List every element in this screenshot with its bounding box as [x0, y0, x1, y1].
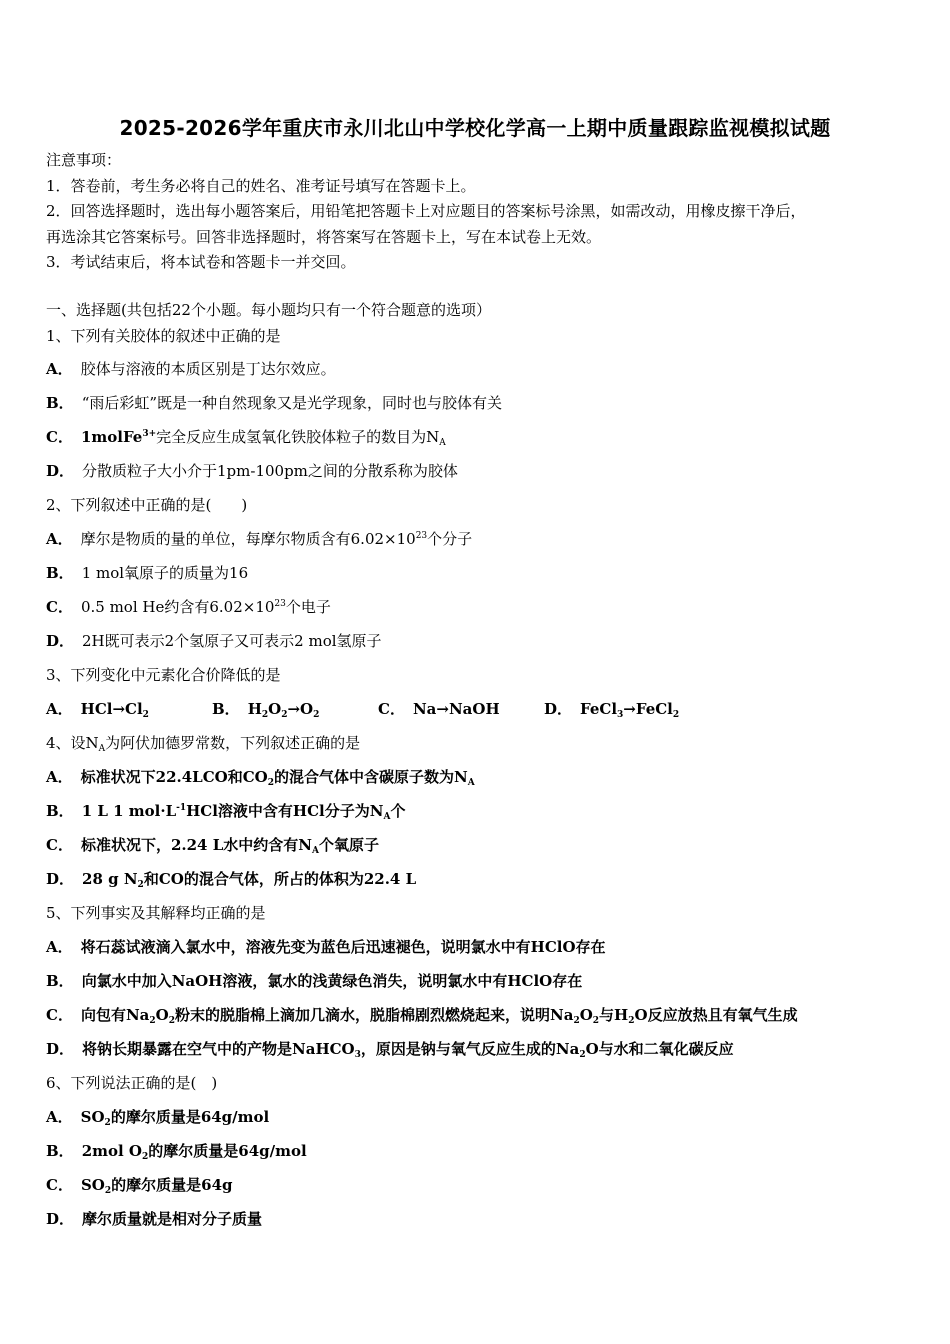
- question-stem: 6、下列说法正确的是( ): [46, 1074, 218, 1092]
- option-b: [46, 971, 582, 991]
- notice-heading: 注意事项：: [46, 151, 122, 169]
- option-text: 1 mol氧原子的质量为16: [81, 564, 249, 582]
- option-c: [46, 597, 331, 617]
- option-text: 分散质粒子大小介于1pm-100pm之间的分散系称为胶体: [82, 462, 458, 480]
- subscript: 2: [313, 710, 320, 720]
- option-text: 的摩尔质量是64g/mol: [110, 1108, 270, 1126]
- superscript: 23: [274, 599, 286, 609]
- option-text: 的混合气体中含碳原子数为N: [274, 768, 468, 786]
- option-c: [46, 427, 446, 447]
- option-label: A．: [46, 700, 73, 718]
- option-label: B．: [46, 972, 74, 990]
- option-text: 0.5 mol He约含有6.02×10: [80, 598, 275, 616]
- question-stem: 2、下列叙述中正确的是( ): [46, 496, 248, 514]
- option-text: 个电子: [285, 598, 331, 616]
- option-text: HCl→Cl: [80, 700, 143, 718]
- option-text: 标准状况下22.4LCO和CO: [80, 768, 268, 786]
- stem-text: 为阿伏加德罗常数，下列叙述正确的是: [105, 734, 361, 752]
- option-text: O: [579, 1006, 593, 1024]
- option-label: B．: [46, 1142, 74, 1160]
- option-label: C．: [46, 836, 73, 854]
- option-label: C．: [46, 1006, 73, 1024]
- option-text: →O: [287, 700, 314, 718]
- option-a: [46, 767, 475, 787]
- subscript: A: [439, 438, 446, 448]
- option-b: [46, 563, 248, 583]
- section-heading: 一、选择题(共包括22个小题。每小题均只有一个符合题意的选项）: [46, 301, 491, 319]
- notice-item: 再选涂其它答案标号。回答非选择题时，将答案写在答题卡上，写在本试卷上无效。: [46, 228, 602, 246]
- option-text: 摩尔是物质的量的单位，每摩尔物质含有6.02×10: [80, 530, 416, 548]
- option-text: SO: [80, 1176, 105, 1194]
- option-text: 将钠长期暴露在空气中的产物是NaHCO: [82, 1040, 355, 1058]
- option-label: B．: [212, 700, 240, 718]
- option-b: [212, 699, 378, 719]
- option-text: 向包有Na: [80, 1006, 150, 1024]
- option-label: C．: [46, 1176, 73, 1194]
- option-text: 完全反应生成氢氧化铁胶体粒子的数目为N: [156, 428, 440, 446]
- option-c: [378, 699, 544, 719]
- notice-item: 3．考试结束后，将本试卷和答题卡一并交回。: [46, 253, 356, 271]
- subscript: 2: [261, 710, 269, 720]
- option-text: ，原因是钠与氧气反应生成的Na: [360, 1040, 580, 1058]
- subscript: A: [98, 744, 106, 754]
- option-label: A．: [46, 530, 73, 548]
- option-label: A．: [46, 938, 73, 956]
- option-d: [544, 699, 710, 719]
- option-text: 个: [390, 802, 406, 820]
- subscript: 2: [104, 1186, 112, 1196]
- option-c: [46, 835, 379, 855]
- option-text: 2mol O: [81, 1142, 142, 1160]
- option-label: D．: [46, 1210, 75, 1228]
- option-text: SO: [80, 1108, 105, 1126]
- option-label: D．: [46, 632, 75, 650]
- option-text: 28 g N: [82, 870, 138, 888]
- option-text: 和CO的混合气体，所占的体积为22.4 L: [143, 870, 417, 888]
- option-d: [46, 1039, 734, 1059]
- subscript: 2: [579, 1050, 586, 1060]
- option-text: HCl溶液中含有HCl分子为N: [186, 802, 384, 820]
- option-text: O反应放热且有氧气生成: [634, 1006, 798, 1024]
- option-d: [46, 461, 458, 481]
- subscript: A: [467, 778, 475, 788]
- subscript: 2: [592, 1016, 600, 1026]
- option-text: H: [247, 700, 262, 718]
- subscript: 2: [168, 1016, 175, 1026]
- option-text: 1molFe: [80, 428, 143, 446]
- subscript: A: [383, 812, 391, 822]
- subscript: 2: [142, 710, 149, 720]
- option-text: 个分子: [427, 530, 473, 548]
- option-b: [46, 1141, 307, 1161]
- option-text: FeCl: [580, 700, 618, 718]
- option-a: [46, 359, 336, 379]
- option-text: 粉末的脱脂棉上滴加几滴水，脱脂棉剧烈燃烧起来，说明Na: [175, 1006, 574, 1024]
- option-label: B．: [46, 564, 74, 582]
- option-label: A．: [46, 1108, 73, 1126]
- option-label: C．: [46, 428, 73, 446]
- option-text: O与水和二氧化碳反应: [585, 1040, 734, 1058]
- option-label: D．: [46, 1040, 75, 1058]
- option-label: B．: [46, 394, 74, 412]
- option-a: [46, 529, 472, 549]
- question-stem: 3、下列变化中元素化合价降低的是: [46, 666, 281, 684]
- option-a: [46, 937, 606, 957]
- option-label: D．: [46, 870, 75, 888]
- subscript: 2: [267, 778, 274, 788]
- option-c: [46, 1005, 798, 1025]
- notice-item: 1．答卷前，考生务必将自己的姓名、准考证号填写在答题卡上。: [46, 177, 476, 195]
- option-label: B．: [46, 802, 74, 820]
- question-stem: 1、下列有关胶体的叙述中正确的是: [46, 327, 281, 345]
- subscript: 3: [617, 710, 624, 720]
- page-title: 2025-2026学年重庆市永川北山中学校化学高一上期中质量跟踪监视模拟试题: [119, 116, 831, 140]
- option-a: [46, 1107, 269, 1127]
- option-label: C．: [378, 700, 405, 718]
- subscript: 3: [354, 1050, 361, 1060]
- option-text: 的摩尔质量是64g/mol: [148, 1142, 307, 1160]
- option-c: [46, 1175, 233, 1195]
- subscript: 2: [672, 710, 680, 720]
- option-label: C．: [46, 598, 73, 616]
- option-text: “雨后彩虹”既是一种自然现象又是光学现象，同时也与胶体有关: [81, 394, 503, 412]
- option-text: →FeCl: [623, 700, 673, 718]
- option-text: 将石蕊试液滴入氯水中，溶液先变为蓝色后迅速褪色，说明氯水中有HClO存在: [80, 938, 606, 956]
- option-text: 与H: [599, 1006, 629, 1024]
- option-d: [46, 869, 416, 889]
- option-text: 的摩尔质量是64g: [111, 1176, 233, 1194]
- subscript: 2: [142, 1152, 149, 1162]
- option-text: 1 L 1 mol·L: [81, 802, 177, 820]
- option-d: [46, 631, 382, 651]
- option-b: [46, 801, 405, 821]
- option-text: 标准状况下，2.24 L水中约含有N: [80, 836, 312, 854]
- option-text: O: [268, 700, 282, 718]
- option-label: D．: [544, 700, 573, 718]
- option-text: O: [155, 1006, 169, 1024]
- notice-item: 2．回答选择题时，选出每小题答案后，用铅笔把答题卡上对应题目的答案标号涂黑，如需改动，用橡皮擦干净后，: [46, 202, 806, 220]
- subscript: A: [311, 846, 319, 856]
- option-text: 个氧原子: [318, 836, 379, 854]
- option-label: D．: [46, 462, 75, 480]
- question-stem: 5、下列事实及其解释均正确的是: [46, 904, 266, 922]
- subscript: 2: [104, 1118, 111, 1128]
- superscript: 3+: [142, 429, 157, 439]
- option-b: [46, 393, 502, 413]
- option-a: [46, 699, 212, 719]
- subscript: 2: [281, 710, 288, 720]
- option-text: 2H既可表示2个氢原子又可表示2 mol氢原子: [82, 632, 382, 650]
- subscript: 2: [149, 1016, 156, 1026]
- subscript: 2: [628, 1016, 635, 1026]
- option-text: Na→NaOH: [412, 700, 500, 718]
- superscript: 23: [415, 531, 428, 541]
- option-label: A．: [46, 768, 73, 786]
- subscript: 2: [573, 1016, 580, 1026]
- option-text: 摩尔质量就是相对分子质量: [82, 1210, 263, 1228]
- option-text: 胶体与溶液的本质区别是丁达尔效应。: [80, 360, 336, 378]
- option-row: [46, 699, 710, 719]
- option-d: [46, 1209, 262, 1229]
- option-label: A．: [46, 360, 73, 378]
- question-stem: [46, 733, 360, 753]
- subscript: 2: [137, 880, 144, 890]
- stem-text: 4、设N: [46, 734, 99, 752]
- superscript: -1: [176, 803, 187, 813]
- option-text: 向氯水中加入NaOH溶液，氯水的浅黄绿色消失，说明氯水中有HClO存在: [81, 972, 583, 990]
